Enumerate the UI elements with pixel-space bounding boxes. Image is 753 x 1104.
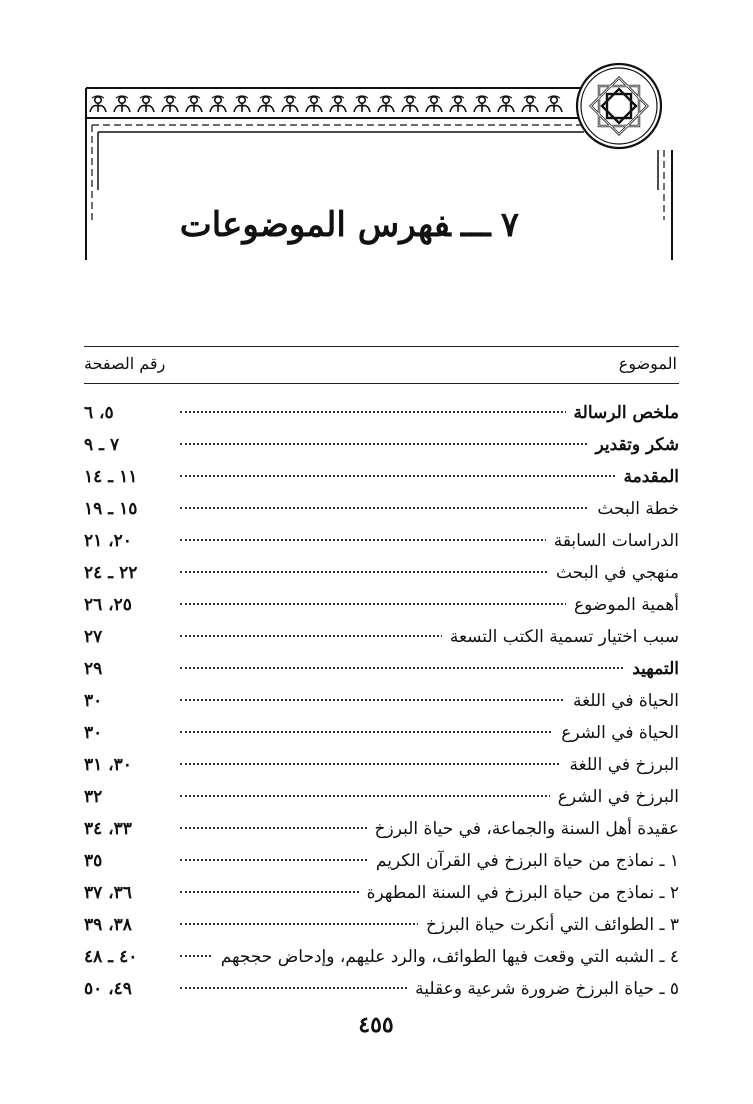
- toc-entry-title: ملخص الرسالة: [566, 397, 679, 429]
- toc-entry: [84, 493, 679, 525]
- toc-entry: [84, 781, 679, 813]
- toc-entry: [84, 461, 679, 493]
- toc-entry: [84, 429, 679, 461]
- toc-entry-title: البرزخ في اللغة: [561, 749, 679, 781]
- toc-entry-pages: ٣٨، ٣٩: [84, 915, 132, 935]
- page-column-label: رقم الصفحة: [84, 354, 166, 373]
- toc-entry-pages: ٧ ـ ٩: [84, 435, 120, 455]
- chapter-number: ٧: [500, 205, 519, 245]
- toc-entry-title: أهمية الموضوع: [566, 589, 679, 621]
- toc-entry-pages: ٤٩، ٥٠: [84, 979, 132, 999]
- toc-entry-pages: ٣٢: [84, 787, 103, 807]
- toc-entry-pages: ٢٥، ٢٦: [84, 595, 132, 615]
- toc-entry-pages: ٣٦، ٣٧: [84, 883, 132, 903]
- toc-entry: [84, 845, 679, 877]
- ornament-strip: [88, 92, 576, 116]
- toc-entry: [84, 557, 679, 589]
- toc-entry-title: الحياة في الشرع: [553, 717, 679, 749]
- toc-entry: [84, 717, 679, 749]
- toc-entry-pages: ٢٧: [84, 627, 103, 647]
- floral-border-icon: [88, 92, 568, 116]
- toc-entry: [84, 813, 679, 845]
- dot-leader: [180, 667, 679, 669]
- page-number: ٤٥٥: [358, 1012, 394, 1038]
- toc-entry: [84, 909, 679, 941]
- toc-entry: [84, 973, 679, 1005]
- toc-entry-pages: ٣٣، ٣٤: [84, 819, 132, 839]
- toc-entry: [84, 621, 679, 653]
- toc-entry-pages: ٣٠، ٣١: [84, 755, 132, 775]
- toc-entry-title: ١ ـ نماذج من حياة البرزخ في القرآن الكريم: [368, 845, 679, 877]
- toc-entry-pages: ١٥ ـ ١٩: [84, 499, 138, 519]
- toc-entry-title: الدراسات السابقة: [546, 525, 679, 557]
- toc-entry-title: التمهيد: [624, 653, 679, 685]
- toc-entry-title: ٢ ـ نماذج من حياة البرزخ في السنة المطهرة: [359, 877, 679, 909]
- toc-entry-title: البرزخ في الشرع: [550, 781, 679, 813]
- chapter-title: [180, 205, 519, 245]
- toc-entry-pages: ٢٠، ٢١: [84, 531, 132, 551]
- toc-entry-pages: ٣٥: [84, 851, 103, 871]
- geometric-medallion-icon: [575, 62, 663, 150]
- toc-entry: [84, 397, 679, 429]
- toc-entry-title: ٣ ـ الطوائف التي أنكرت حياة البرزخ: [418, 909, 679, 941]
- topic-column-label: الموضوع: [618, 354, 677, 373]
- chapter-dash: ـــ: [460, 205, 491, 245]
- toc-list: [84, 397, 679, 1005]
- toc-entry: [84, 941, 679, 973]
- toc-entry-title: عقيدة أهل السنة والجماعة، في حياة البرزخ: [367, 813, 679, 845]
- toc-entry-pages: ٢٩: [84, 659, 103, 679]
- toc-entry-title: ٤ ـ الشبه التي وقعت فيها الطوائف، والرد عليهم، وإدحاض حججهم: [213, 941, 679, 973]
- dot-leader: [180, 475, 679, 477]
- toc-entry-title: شكر وتقدير: [587, 429, 679, 461]
- toc-header: [84, 346, 679, 384]
- toc-entry: [84, 589, 679, 621]
- toc-entry-title: المقدمة: [616, 461, 679, 493]
- toc-entry-pages: ٣٠: [84, 691, 103, 711]
- chapter-title-text: فهرس الموضوعات: [179, 205, 451, 245]
- toc-entry: [84, 653, 679, 685]
- toc-entry-pages: ٣٠: [84, 723, 103, 743]
- toc-entry: [84, 877, 679, 909]
- toc-entry-title: منهجي في البحث: [548, 557, 679, 589]
- toc-entry: [84, 749, 679, 781]
- toc-entry-pages: ١١ ـ ١٤: [84, 467, 138, 487]
- toc-entry: [84, 685, 679, 717]
- toc-entry-title: الحياة في اللغة: [565, 685, 679, 717]
- toc-entry-title: خطة البحث: [589, 493, 679, 525]
- toc-entry-pages: ٤٠ ـ ٤٨: [84, 947, 138, 967]
- toc-entry-title: ٥ ـ حياة البرزخ ضرورة شرعية وعقلية: [407, 973, 679, 1005]
- toc-entry-pages: ٥، ٦: [84, 403, 114, 423]
- toc-entry-title: سبب اختيار تسمية الكتب التسعة: [442, 621, 679, 653]
- toc-entry-pages: ٢٢ ـ ٢٤: [84, 563, 138, 583]
- toc-entry: [84, 525, 679, 557]
